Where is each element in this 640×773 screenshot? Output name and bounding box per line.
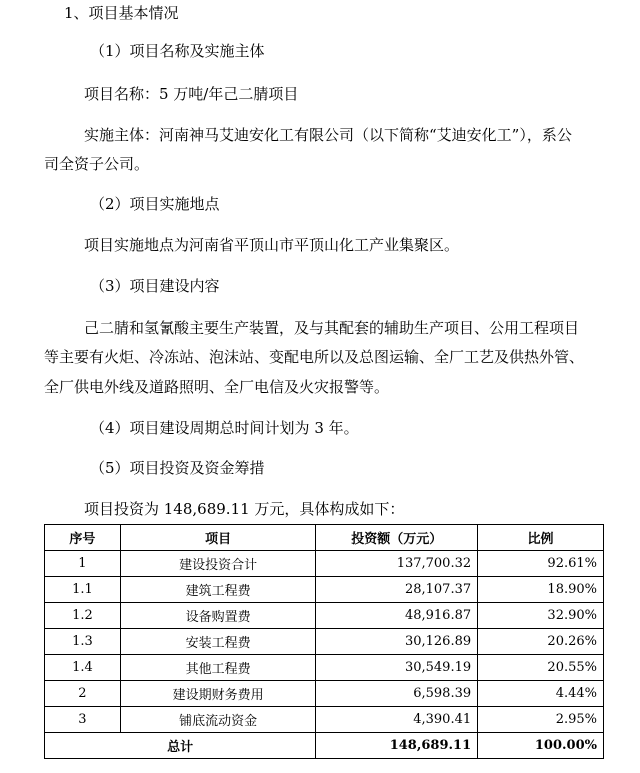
total-ratio: 100.00% xyxy=(478,733,604,759)
total-label: 总计 xyxy=(45,733,316,759)
table-row xyxy=(45,577,604,603)
cell-ratio: 92.61% xyxy=(478,551,604,577)
cell-ratio: 18.90% xyxy=(478,577,604,603)
cell-item: 建设投资合计 xyxy=(120,551,315,577)
cell-ratio: 32.90% xyxy=(478,603,604,629)
cell-amount: 28,107.37 xyxy=(316,577,478,603)
cell-index: 1 xyxy=(45,551,121,577)
content-line-1: 己二腈和氢氰酸主要生产装置，及与其配套的辅助生产项目、公用工程项目 xyxy=(84,319,580,337)
cell-index: 1.3 xyxy=(45,629,121,655)
subheading-name-entity: （1）项目名称及实施主体 xyxy=(90,42,265,60)
cell-amount: 30,549.19 xyxy=(316,655,478,681)
subheading-investment: （5）项目投资及资金筹措 xyxy=(90,459,265,477)
content-line-3: 全厂供电外线及道路照明、全厂电信及火灾报警等。 xyxy=(44,378,390,396)
cell-index: 1.1 xyxy=(45,577,121,603)
entity-line-2: 司全资子公司。 xyxy=(44,155,150,173)
cell-amount: 6,598.39 xyxy=(316,681,478,707)
header-ratio: 比例 xyxy=(478,525,604,551)
location-line: 项目实施地点为河南省平顶山市平顶山化工产业集聚区。 xyxy=(84,236,460,254)
cell-index: 3 xyxy=(45,707,121,733)
cell-item: 铺底流动资金 xyxy=(120,707,315,733)
cell-item: 建设期财务费用 xyxy=(120,681,315,707)
cell-item: 建筑工程费 xyxy=(120,577,315,603)
table-row xyxy=(45,603,604,629)
project-name-line: 项目名称：5 万吨/年己二腈项目 xyxy=(84,85,299,103)
header-index: 序号 xyxy=(45,525,121,551)
subheading-period: （4）项目建设周期总时间计划为 3 年。 xyxy=(90,419,359,437)
table-row xyxy=(45,681,604,707)
table-total-row xyxy=(45,733,604,759)
header-item: 项目 xyxy=(120,525,315,551)
cell-ratio: 4.44% xyxy=(478,681,604,707)
cell-ratio: 20.55% xyxy=(478,655,604,681)
total-amount: 148,689.11 xyxy=(316,733,478,759)
cell-amount: 137,700.32 xyxy=(316,551,478,577)
cell-amount: 30,126.89 xyxy=(316,629,478,655)
cell-ratio: 20.26% xyxy=(478,629,604,655)
table-row xyxy=(45,655,604,681)
cell-amount: 48,916.87 xyxy=(316,603,478,629)
table-row xyxy=(45,707,604,733)
cell-amount: 4,390.41 xyxy=(316,707,478,733)
cell-item: 其他工程费 xyxy=(120,655,315,681)
cell-index: 1.2 xyxy=(45,603,121,629)
entity-line-1: 实施主体：河南神马艾迪安化工有限公司（以下简称“艾迪安化工”），系公 xyxy=(84,126,572,144)
cell-index: 2 xyxy=(45,681,121,707)
table-row xyxy=(45,551,604,577)
table-row xyxy=(45,629,604,655)
subheading-content: （3）项目建设内容 xyxy=(90,277,220,295)
cell-item: 设备购置费 xyxy=(120,603,315,629)
content-line-2: 等主要有火炬、冷冻站、泡沫站、变配电所以及总图运输、全厂工艺及供热外管、 xyxy=(44,348,585,366)
cell-ratio: 2.95% xyxy=(478,707,604,733)
table-header-row xyxy=(45,525,604,551)
header-amount: 投资额（万元） xyxy=(316,525,478,551)
cell-item: 安装工程费 xyxy=(120,629,315,655)
section-heading: 1、项目基本情况 xyxy=(64,4,179,22)
subheading-location: （2）项目实施地点 xyxy=(90,195,220,213)
investment-intro: 项目投资为 148,689.11 万元，具体构成如下： xyxy=(84,500,405,518)
investment-table xyxy=(44,524,604,759)
cell-index: 1.4 xyxy=(45,655,121,681)
